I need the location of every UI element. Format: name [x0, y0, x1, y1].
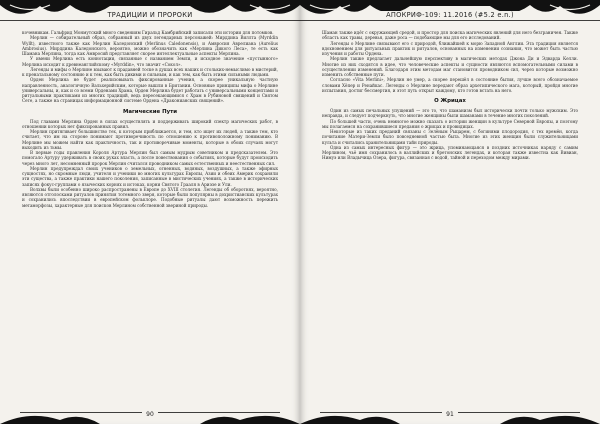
running-header-title: АПОКРИФ-109: 11.2016 (#5.2 e.n.)	[380, 11, 520, 19]
paragraph: Мерлин также предлагает дальнейшую перспективу в магических методах Джона Ди и Эдварда Келли. Многие из них сходятся в идее, что человеческие аспекты и сущности являются вспомогательными силами в осуществлении изменений. Благодаря этим методам маг становится проводником сил, через которые возможно изменить собственные пути.	[322, 56, 578, 77]
right-page-text	[322, 30, 578, 398]
paragraph: Мерлин предупреждал своих учеников о земельных, огненных, водяных, воздушных, а также эфирных сущностях, но скромные люди, учителя и ученики во многих культурах Европы, Азии и обеих Америк сохраняли эти существа, а также практики нашего поколения, записанные в мистических учениях, а также в исторических записях фокус-группами о языческих корнях и истоках, корни Святого Грааля в Ариэзе и Ули.	[22, 165, 278, 187]
paragraph: Мерлин — собирательный образ, собранный из двух легендарных персонажей: Мирддина Виллта (Myrddin Wyllt), известного также как Мерлин Каледонский (Merlinus Caledonensis), и Амвросия Аврелиана (Aurelius Ambrosius). Мирддина Каледонского, вероятно, можно обозначить как «Мерлина Дикого Леса», те есть как Шамана Мерлина, тогда как Амвросий представляет скорее интеллектуальные аспекты Мерлина.	[22, 35, 278, 56]
section-heading: О Жрицах	[434, 98, 466, 104]
paragraph: Орден Мерлина не будет реализовывать фиксированные учения, а скорее уникальную частную направленность, аналогичную Вальхерийским, которые вышли в Британии. Основные принципы мифа о Мерлине универсальны, и, как и со всеми Орденами Храма, Орден Мерлина будет работать с универсальными концептами и ритуальными практиками из многих традиций, ведь пересекающимися с Храм в Рубиновой священий и Святом Сете, а также на страницах информационной системе Ордена «Драконианских священий».	[22, 77, 278, 104]
paragraph: У имени Мерлина есть коннотации, связанные с названием Земли, и исходное значение «пустынного» Мерлина исходит к древнеанглийскому «Myrddin», что значит «Сокол».	[22, 56, 278, 67]
paragraph: В первые годы правления Короля Артура Мерлин был самым мудрым советником и предсказателем. Это помогало Артуру удерживать в своих руках власть, а после повествования о событиях, которые будут происходить через много лет, несомненный пророк Мерлин считался проводником самых естественных и неестественных сил.	[22, 150, 278, 166]
page-number	[300, 411, 600, 418]
paragraph: Один из самых печальных упущений — это то, что шаманизм был исторически почти только мужским. Это неправда, и следует подчеркнуть, что многие женщины были шаманами в течение многих поколений.	[322, 108, 578, 119]
left-page-text	[22, 30, 278, 398]
paragraph: Волхвы были особенно широко распространены в Европе до XVIII столетия. Легенды об оборотнях, вероятно, являются отголосками ритуалов принятия тотемного зверя, которые были популярны в дохристианских культурах и сохранились впоследствии в европейском фольклоре. Подобные ритуалы дают возможность пережить метаморфозы, характерные для поисков Мерлином собственной звериной природы.	[22, 186, 278, 208]
page-number-text: 91	[442, 411, 458, 418]
section-heading: Магические Пути	[122, 108, 178, 115]
paragraph: Легенды о Мерлине связывают его с природой, ближайшей к морю Западной Англии. Эта традиция является вдохновением для ритуальных практик и ритуалов, основанных на изменении сознания, что может быть частью изучения и работы Ордена.	[322, 40, 578, 56]
paragraph: Под главами Мерлина Орден в силах осуществлять и поддерживать широкий спектр магических работ, в отношении которых нет фиксированных правил.	[22, 118, 278, 129]
paragraph: Мерлин притягивает большинство тех, к которым приближается, и тем, кто ищет их людей, а также тем, кто считает, что им на стороне понимают противоречивость по отношению к противоположному пониманию. В Мерлине мы можем найти как практичность, так и противоречивые моменты, которые в обоих случаях могут выходить из тьмы.	[22, 129, 278, 150]
paragraph: Одна из самых интересных фигур — это жрица, упоминающаяся в поздних источниках наряду с самим Мерлином, чьё имя сохранилось в валлийских и бретонских легендах, и которая также известна как Вивиан, Нимуэ или Владычица Озера, фигура, связанная с водой, тайной и переходом между мирами.	[322, 144, 578, 161]
paragraph: Шаман также идёт с окружающей средой, и простор для поиска магических явлений для него безграничен. Также область как травы, деревья, даже роса — подобающие мы для его исследований.	[322, 30, 578, 41]
running-header	[0, 8, 300, 21]
paragraph: Легенды и мифы о Мерлине взывают к прадавней тоске в душах всех наших и стольких-немыслимо в мистерий, к пренатальному состоянию и к тем, как быть дикими и сильным, и как тем, как быть этими сильными людьми.	[22, 66, 278, 77]
paragraph: Согласно «Vita Merlini», Мерлин не умер, а скорее перешёл в состояние бытия, лучше всего обозначаемое словами Хёпер и Ренайкас. Легенды о Мерлине передают образ архетипического мага, который, пройдя многие испытания, достиг бессмертия, и этот путь открыт каждому, кто готов встать на него.	[322, 77, 578, 93]
right-page	[300, 0, 600, 424]
paragraph: кочевникам. Гальфрид Монмутский много сведениям Гиральд Камбрийский записали эти истории для потомков.	[22, 30, 274, 35]
page-number-text: 90	[142, 411, 158, 418]
running-header-title: ТРАДИЦИИ И ПРОРОКИ	[101, 11, 198, 19]
page-number	[0, 411, 300, 418]
running-header	[300, 8, 600, 21]
paragraph: Некоторые из таких преданий связаны с Зелёным Рыцарем, с богинями плодородия, с тех времён, когда почитание Матери-Земли было повседневной частью быта. Многие из этих женщин были служительницами культа и считались хранительницами тайн природы.	[322, 129, 578, 145]
paragraph: По большей части, очень немногое можно сказать о истории женщин в культуре Северной Европы, и поэтому мы полагаемся на сохранившиеся предания о жрицах и провидицах.	[322, 118, 578, 129]
